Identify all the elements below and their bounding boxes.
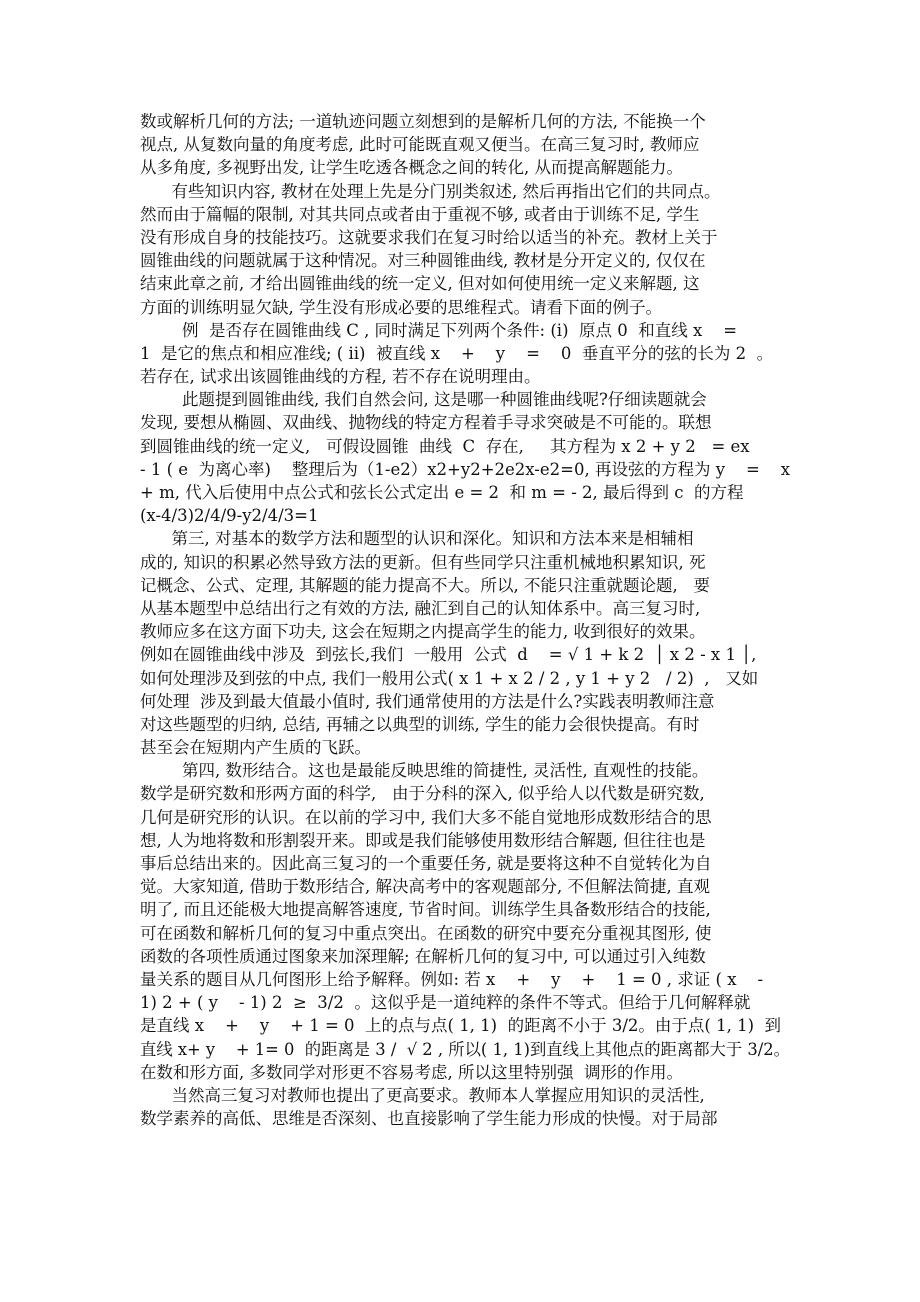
text-line: 当然高三复习对教师也提出了更高要求。教师本人掌握应用知识的灵活性,	[140, 1085, 705, 1105]
text-line: 发现, 要想从椭圆、双曲线、抛物线的特定方程着手寻求突破是不可能的。联想	[140, 413, 712, 433]
text-line: 数或解析几何的方法; 一道轨迹问题立刻想到的是解析几何的方法, 不能换一个	[140, 112, 706, 131]
text-line: 事后总结出来的。因此高三复习的一个重要任务, 就是要将这种不自觉转化为自	[140, 854, 712, 873]
text-line: 觉。大家知道, 借助于数形结合, 解决高考中的客观题部分, 不但解法简捷, 直观	[140, 877, 710, 897]
text-line: 然而由于篇幅的限制, 对其共同点或者由于重视不够, 或者由于训练不足, 学生	[140, 204, 700, 224]
text-line: 想, 人为地将数和形割裂开来。即或是我们能够使用数形结合解题, 但往往也是	[140, 830, 706, 850]
text-line: 直线 x+ y + 1= 0 的距离是 3 / √ 2 , 所以( 1, 1)到直线上其他点的距离都大于 3/2。	[140, 1039, 790, 1059]
text-line: 第四, 数形结合。这也是最能反映思维的简捷性, 灵活性, 直观性的技能。	[140, 761, 709, 781]
text-line: 甚至会在短期内产生质的飞跃。	[140, 738, 371, 758]
text-line: 如何处理涉及到弦的中点, 我们一般用公式( x 1 + x 2 / 2 , y 1 + y 2 / 2) , 又如	[140, 668, 759, 688]
text-line: 视点, 从复数向量的角度考虑, 此时可能既直观又便当。在高三复习时, 教师应	[140, 135, 700, 155]
text-line: 记概念、公式、定理, 其解题的能力提高不大。所以, 不能只注重就题论题, 要	[140, 575, 710, 595]
text-line: 几何是研究形的认识。在以前的学习中, 我们大多不能自觉地形成数形结合的思	[140, 807, 712, 827]
text-line: 1) 2 + ( y - 1) 2 ≥ 3/2 。这似乎是一道纯粹的条件不等式。但给于几何解释就	[140, 993, 751, 1013]
text-line: 从基本题型中总结出行之有效的方法, 融汇到自己的认知体系中。高三复习时,	[140, 598, 701, 618]
document-body	[140, 110, 790, 1130]
text-line: 明了, 而且还能极大地提高解答速度, 节省时间。训练学生具备数形结合的技能,	[140, 900, 711, 920]
text-line: 此题提到圆锥曲线, 我们自然会问, 这是哪一种圆锥曲线呢?仔细读题就会	[140, 390, 707, 410]
text-line: 教师应多在这方面下功夫, 这会在短期之内提高学生的能力, 收到很好的效果。	[140, 622, 706, 642]
text-line: 在数和形方面, 多数同学对形更不容易考虑, 所以这里特别强 调形的作用。	[140, 1062, 683, 1082]
text-line: 结束此章之前, 才给出圆锥曲线的统一定义, 但对如何使用统一定义来解题, 这	[140, 274, 700, 294]
text-line: (x-4/3)2/4/9-y2/4/3=1	[140, 506, 319, 526]
text-line: 方面的训练明显欠缺, 学生没有形成必要的思维程式。请看下面的例子。	[140, 297, 662, 317]
text-line: 对这些题型的归纳, 总结, 再辅之以典型的训练, 学生的能力会很快提高。有时	[140, 714, 700, 734]
text-line: 例 是否存在圆锥曲线 C , 同时满足下列两个条件: (i) 原点 0 和直线 x =	[140, 320, 738, 340]
text-line: 有些知识内容, 教材在处理上先是分门别类叙述, 然后再指出它们的共同点。	[140, 181, 721, 201]
text-line: 例如在圆锥曲线中涉及 到弦长,我们 一般用 公式 d = √ 1 + k 2 │ x 2 - x 1 │,	[140, 645, 757, 665]
text-line: 若存在, 试求出该圆锥曲线的方程, 若不存在说明理由。	[140, 367, 541, 387]
text-line: 量关系的题目从几何图形上给予解释。例如: 若 x + y + 1 = 0 , 求证 ( x -	[140, 969, 764, 989]
text-line: 没有形成自身的技能技巧。这就要求我们在复习时给以适当的补充。教材上关于	[140, 227, 718, 247]
text-line: 数学是研究数和形两方面的科学, 由于分科的深入, 似乎给人以代数是研究数,	[140, 784, 705, 804]
text-line: - 1 ( e 为离心率) 整理后为（1-e2）x2+y2+2e2x-e2=0, 再设弦的方程为 y = x	[140, 459, 791, 479]
text-line: 数学素养的高低、思维是否深刻、也直接影响了学生能力形成的快慢。对于局部	[140, 1109, 718, 1129]
text-line: 第三, 对基本的数学方法和题型的认识和深化。知识和方法本来是相辅相	[140, 529, 694, 549]
text-line: 成的, 知识的积累必然导致方法的更新。但有些同学只注重机械地积累知识, 死	[140, 552, 706, 572]
text-line: 函数的各项性质通过图象来加深理解; 在解析几何的复习中, 可以通过引入纯数	[140, 946, 706, 966]
text-line: 是直线 x + y + 1 = 0 上的点与点( 1, 1) 的距离不小于 3/2。由于点( 1, 1) 到	[140, 1016, 781, 1036]
text-line: 圆锥曲线的问题就属于这种情况。对三种圆锥曲线, 教材是分开定义的, 仅仅在	[140, 251, 706, 271]
text-line: + m, 代入后使用中点公式和弦长公式定出 e = 2 和 m = - 2, 最后得到 c 的方程	[140, 483, 744, 502]
text-line: 1 是它的焦点和相应准线; ( ii) 被直线 x + y = 0 垂直平分的弦的长为 2 。	[140, 343, 774, 363]
text-line: 到圆锥曲线的统一定义, 可假设圆锥 曲线 C 存在, 其方程为 x 2 + y 2 = ex	[140, 436, 750, 456]
text-line: 何处理 涉及到最大值最小值时, 我们通常使用的方法是什么?实践表明教师注意	[140, 691, 715, 711]
text-line: 从多角度, 多视野出发, 让学生吃透各概念之间的转化, 从而提高解题能力。	[140, 158, 683, 178]
text-line: 可在函数和解析几何的复习中重点突出。在函数的研究中要充分重视其图形, 使	[140, 923, 712, 943]
